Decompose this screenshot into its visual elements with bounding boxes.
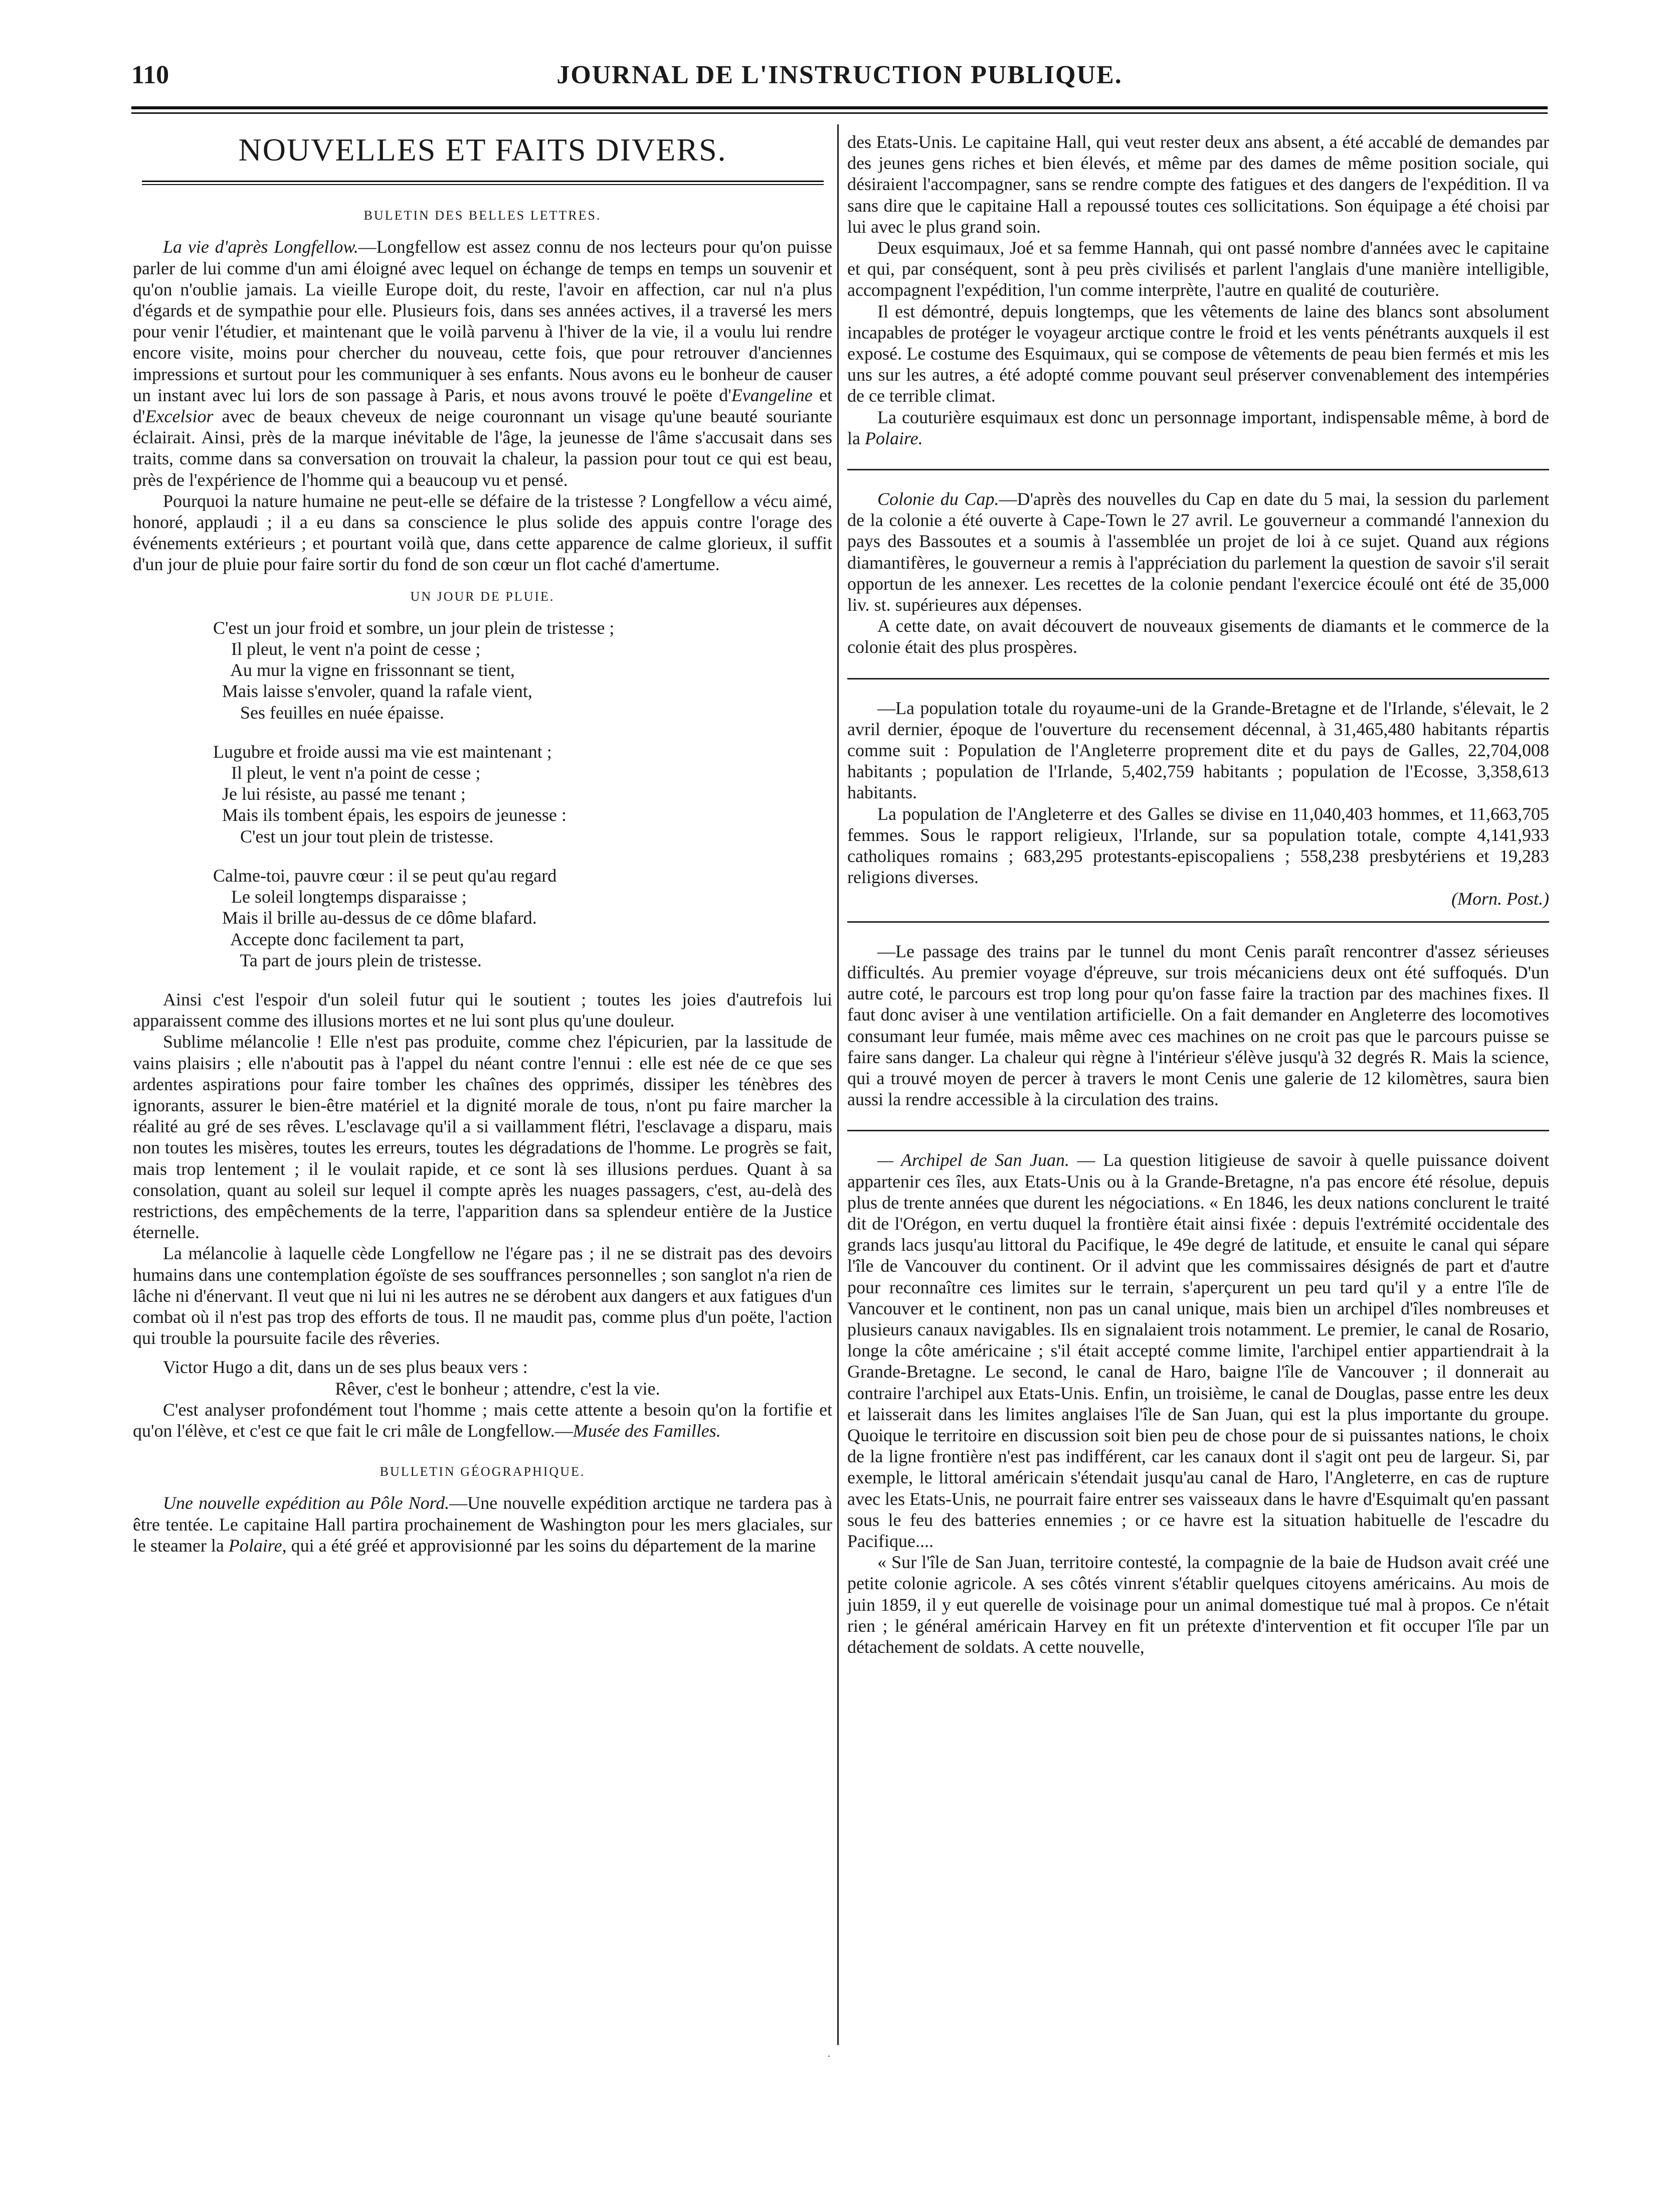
header-rule — [131, 106, 1548, 114]
poem-title: UN JOUR DE PLUIE. — [410, 589, 555, 604]
page-number: 110 — [131, 61, 169, 89]
poem-line: Accepte donc facilement ta part, — [213, 929, 464, 949]
section-title: NOUVELLES ET FAITS DIVERS. — [238, 132, 727, 167]
right-column — [847, 131, 1549, 1657]
paragraph: La couturière esquimaux est donc un personnage important, indispensable même, à bord de la Polaire. — [847, 407, 1549, 448]
printer-mark: · — [827, 2051, 831, 2062]
bulletin-lettres-heading: BULETIN DES BELLES LETTRES. — [363, 208, 602, 223]
poem-line: Le soleil longtemps disparaisse ; — [213, 887, 467, 907]
paragraph: Pourquoi la nature humaine ne peut-elle se défaire de la tristesse ? Longfellow a vécu aimé, honoré, applaudi ; il a eu dans sa conscience le plus solide des appuis contre l'orage des événements extérieurs ; et pourtant voilà que, dans cette apparence de calme glorieux, il suffit d'un jour de pluie pour faire sortir du fond de son cœur un flot caché d'amertume. — [133, 490, 832, 575]
poem-line: Mais il brille au-dessus de ce dôme blafard. — [213, 908, 537, 928]
source-citation: (Morn. Post.) — [1451, 888, 1549, 909]
poem-line: Au mur la vigne en frissonnant se tient, — [213, 660, 515, 680]
poem-line: C'est un jour froid et sombre, un jour plein de tristesse ; — [213, 617, 615, 638]
paragraph: La population de l'Angleterre et des Galles se divise en 11,040,403 hommes, et 11,663,705 femmes. Sous le rapport religieux, l'Irlande, sur sa population totale, compte 4,141,933 catholiques romains ; 683,295 protestants-episcopaliens ; 558,238 presbytériens et 19,283 religions diverses. — [847, 803, 1549, 888]
poem-line: Ta part de jours plein de tristesse. — [213, 950, 482, 970]
bulletin-geo-heading: BULLETIN GÉOGRAPHIQUE. — [380, 1464, 586, 1479]
paragraph: Victor Hugo a dit, dans un de ses plus beaux vers : — [163, 1357, 528, 1378]
article-separator — [847, 921, 1549, 923]
poem-stanza — [133, 617, 832, 723]
article-separator — [847, 678, 1549, 679]
paragraph: C'est analyser profondément tout l'homme ; mais cette attente a besoin qu'on la fortifie et qu'on l'élève, et c'est ce que fait le cri mâle de Longfellow.—Musée des Familles. — [133, 1399, 832, 1441]
article-longfellow-intro: La vie d'après Longfellow.—Longfellow est assez connu de nos lecteurs pour qu'on puisse parler de lui comme d'un ami éloigné avec lequel on échange de temps en temps un souvenir et qu'on n'oublie jamais. La vieille Europe doit, du reste, l'avoir en affection, car nul n'a plus d'égards et de sympathie pour elle. Plusieurs fois, dans ses années actives, il a traversé les mers pour venir l'étudier, et maintenant que le voilà parvenu à l'hiver de la vie, il a voulu lui rendre encore visite, moins pour chercher du nouveau, cette fois, que pour retrouver d'anciennes impressions et surtout pour les communiquer à ses enfants. Nous avons eu le bonheur de causer un instant avec lui lors de son passage à Paris, et nous avons trouvé le poëte d'Evangeline et d'Excelsior avec de beaux cheveux de neige couronnant un visage qu'une beauté souriante éclairait. Ainsi, près de la marque inévitable de l'âge, la jeunesse de l'âme s'accusait dans ses traits, comme dans sa conversation on trouvait la chaleur, la passion pour tout ce qui est beau, près de l'expérience de l'homme qui a beaucoup vu et pensé. — [133, 237, 832, 490]
running-header — [131, 60, 1548, 95]
source-citation: Musée des Familles. — [573, 1420, 721, 1441]
article-title-pole-nord: Une nouvelle expédition au Pôle Nord. — [163, 1493, 450, 1513]
paragraph: Ainsi c'est l'espoir d'un soleil futur qui le soutient ; toutes les joies d'autrefois lui apparaissent comme des illusions mortes et ne lui sont plus qu'une douleur. — [133, 989, 832, 1031]
paragraph: Il est démontré, depuis longtemps, que les vêtements de laine des blancs sont absolument incapables de protéger le voyageur arctique contre le froid et les vents pénétrants auxquels il est exposé. Le costume des Esquimaux, qui se compose de vêtements de peau bien fermés et mis les uns sur les autres, a été adopté comme pouvant seul préserver convenablement des intempéries de ce terrible climat. — [847, 301, 1549, 406]
left-column — [133, 131, 832, 1556]
paragraph: Deux esquimaux, Joé et sa femme Hannah, qui ont passé nombre d'années avec le capitaine et qui, par conséquent, sont à peu près civilisés et parlent l'anglais d'une manière intelligible, accompagnent l'expédition, l'un comme interprète, l'autre en qualité de couturière. — [847, 238, 1549, 300]
poem-line: Mais ils tombent épais, les espoirs de jeunesse : — [213, 805, 567, 825]
article-mont-cenis: —Le passage des trains par le tunnel du mont Cenis paraît rencontrer d'assez sérieuses difficultés. Au premier voyage d'épreuve, sur trois mécaniciens deux ont été suffoqués. D'un autre coté, le parcours est trop long pour qu'on fasse faire la traction par des machines fixes. Il faut donc aviser à une ventilation artificielle. On a fait demander en Angleterre des locomotives consumant leur fumée, mais même avec ces machines on ne croit pas que le parcours puisse se faire sans danger. La chaleur qui règne à l'intérieur s'élève jusqu'à 32 degrés R. Mais la science, qui a trouvé moyen de percer à travers le mont Cenis une galerie de 12 kilomètres, saura bien aussi la rendre accessible à la circulation des trains. — [847, 941, 1549, 1110]
poem-line: Mais laisse s'envoler, quand la rafale vient, — [213, 681, 532, 702]
section-title-rule — [142, 181, 824, 185]
article-title-colonie: Colonie du Cap. — [877, 489, 999, 509]
poem-line: Il pleut, le vent n'a point de cesse ; — [213, 639, 481, 659]
article-title-san-juan: — Archipel de San Juan. — [877, 1150, 1070, 1170]
paragraph: La mélancolie à laquelle cède Longfellow ne l'égare pas ; il ne se distrait pas des devoirs humains dans une contemplation égoïste de ses souffrances personnelles ; son sanglot n'a rien de lâche ni d'énervant. Il veut que ni lui ni les autres ne se dérobent aux dangers et aux fatigues d'un combat où il n'est pas trop des efforts de tous. Il ne maudit pas, comme plus d'un poëte, l'action qui trouble la poursuite facile des rêveries. — [133, 1243, 832, 1348]
paragraph: Sublime mélancolie ! Elle n'est pas produite, comme chez l'épicurien, par la lassitude de vains plaisirs ; elle n'aboutit pas à l'appel du néant contre l'ennui : elle est née de ce que ses ardentes aspirations pour faire tomber les chaînes des opprimés, dissiper les ténèbres des ignorants, assurer le bien-être matériel et la dignité morale de tous, n'ont pu faire marcher la réalité au gré de ses rêves. L'esclavage qu'il a si vaillamment flétri, l'esclavage a disparu, mais non toutes les misères, toutes les erreurs, toutes les dégradations de l'homme. Le progrès se fait, mais trop lentement ; il le voulait rapide, et ce sont là ses illusions perdues. Quant à sa consolation, quant au soleil sur lequel il compte après les nuages passagers, c'est, au-delà des restrictions, des empêchements de la terre, l'apparition dans sa splendeur entière de la Justice éternelle. — [133, 1032, 832, 1243]
poem-line: Ses feuilles en nuée épaisse. — [213, 702, 444, 723]
paragraph: A cette date, on avait découvert de nouveaux gisements de diamants et le commerce de la colonie était des plus prospères. — [847, 616, 1549, 657]
poem-stanza — [133, 741, 832, 847]
article-colonie-du-cap: Colonie du Cap.—D'après des nouvelles du Cap en date du 5 mai, la session du parlement de la colonie a été ouverte à Cape-Town le 27 avril. Le gouverneur a commandé l'annexion du pays des Bassoutes et a soumis à l'assemblée un projet de loi à ce sujet. Quand aux régions diamantifères, le gouverneur a remis à l'appréciation du parlement la question de savoir s'il serait opportun de les annexer. Les recettes de la colonie pendant l'exercice écoulé ont été de 35,000 liv. st. supérieures aux dépenses. — [847, 489, 1549, 615]
column-divider — [837, 124, 839, 2045]
paragraph: « Sur l'île de San Juan, territoire contesté, la compagnie de la baie de Hudson avait créé une petite colonie agricole. A ses côtés vinrent s'établir quelques citoyens américains. Au mois de juin 1859, il y eut querelle de voisinage pour un animal domestique tué mal à propos. Ce n'était rien ; le général américain Harvey en fit un prétexte d'intervention et fit occuper l'île par un détachement de soldats. A cette nouvelle, — [847, 1552, 1549, 1657]
article-san-juan: — Archipel de San Juan. — La question litigieuse de savoir à quelle puissance doivent appartenir ces îles, aux Etats-Unis ou à la Grande-Bretagne, n'a pas encore été résolue, depuis plus de trente années que durent les négociations. « En 1846, les deux nations conclurent le traité dit de l'Orégon, en vertu duquel la frontière était ainsi fixée : depuis l'extrémité occidentale des grands lacs jusqu'au littoral du Pacifique, le 49e degré de latitude, et ensuite le canal qui sépare l'île de Vancouver du continent. Or il advint que les commissaires désignés de part et d'autre pour reconnaître ces limites sur le terrain, s'aperçurent un peu tard qu'il y a entre l'île de Vancouver et le continent, non pas un canal unique, mais bien un archipel d'îles nombreuses et plusieurs canaux navigables. Ils en signalaient trois notamment. Le premier, le canal de Rosario, longe la côte américaine ; s'il était accepté comme limite, l'archipel entier appartiendrait à la Grande-Bretagne. Le second, le canal de Haro, baigne l'île de Vancouver ; il donnerait au contraire l'archipel aux Etats-Unis. Enfin, un troisième, le canal de Douglas, passe entre les deux et laisserait dans les limites anglaises l'île de San Juan, qui est la plus importante du groupe. Quoique le territoire en discussion soit bien peu de chose pour de si puissantes nations, le choix de la ligne frontière n'est pas indifférent, car les canaux dont il s'agit ont peu de largeur. Si, par exemple, le littoral américain s'étendait jusqu'au canal de Haro, l'Angleterre, en cas de rupture avec les Etats-Unis, ne pourrait faire entrer ses vaisseaux dans le havre d'Esquimalt qu'en passant sous le feu des batteries ennemies ; or ce havre est la situation habituelle de l'escadre du Pacifique.... — [847, 1150, 1549, 1551]
poem-line: Calme-toi, pauvre cœur : il se peut qu'au regard — [213, 865, 557, 886]
article-title-longfellow: La vie d'après Longfellow. — [163, 237, 358, 257]
poem-stanza — [133, 865, 832, 971]
poem-line: C'est un jour tout plein de tristesse. — [213, 826, 494, 846]
article-pole-nord: Une nouvelle expédition au Pôle Nord.—Une nouvelle expédition arctique ne tardera pas à être tentée. Le capitaine Hall partira prochainement de Washington pour les mers glaciales, sur le steamer la Polaire, qui a été gréé et approvisionné par les soins du département de la marine — [133, 1493, 833, 1556]
poem-line: Il pleut, le vent n'a point de cesse ; — [213, 763, 481, 783]
poem — [133, 617, 832, 971]
poem-line: Je lui résiste, au passé me tenant ; — [213, 784, 466, 804]
paragraph: des Etats-Unis. Le capitaine Hall, qui veut rester deux ans absent, a été accablé de demandes par des jeunes gens riches et bien élevés, et même par des dames de même position sociale, qui désiraient l'accompagner, sans se rendre compte des fatigues et des dangers de l'expédition. Il va sans dire que le capitaine Hall a repoussé toutes ces sollicitations. Son équipage a été choisi par lui avec le plus grand soin. — [847, 132, 1549, 237]
journal-title: JOURNAL DE L'INSTRUCTION PUBLIQUE. — [556, 61, 1123, 89]
article-separator — [847, 1130, 1549, 1131]
poem-line: Lugubre et froide aussi ma vie est maintenant ; — [213, 741, 552, 762]
hugo-quote: Rêver, c'est le bonheur ; attendre, c'est la vie. — [335, 1378, 660, 1399]
article-separator — [847, 469, 1549, 470]
article-population: —La population totale du royaume-uni de la Grande-Bretagne et de l'Irlande, s'élevait, le 2 avril dernier, époque de l'ouverture du recensement décennal, à 31,465,480 habitants répartis comme suit : Population de l'Angleterre proprement dite et du pays de Galles, 22,704,008 habitants ; population de l'Irlande, 5,402,759 habitants ; population de l'Ecosse, 3,358,613 habitants. — [847, 698, 1549, 803]
